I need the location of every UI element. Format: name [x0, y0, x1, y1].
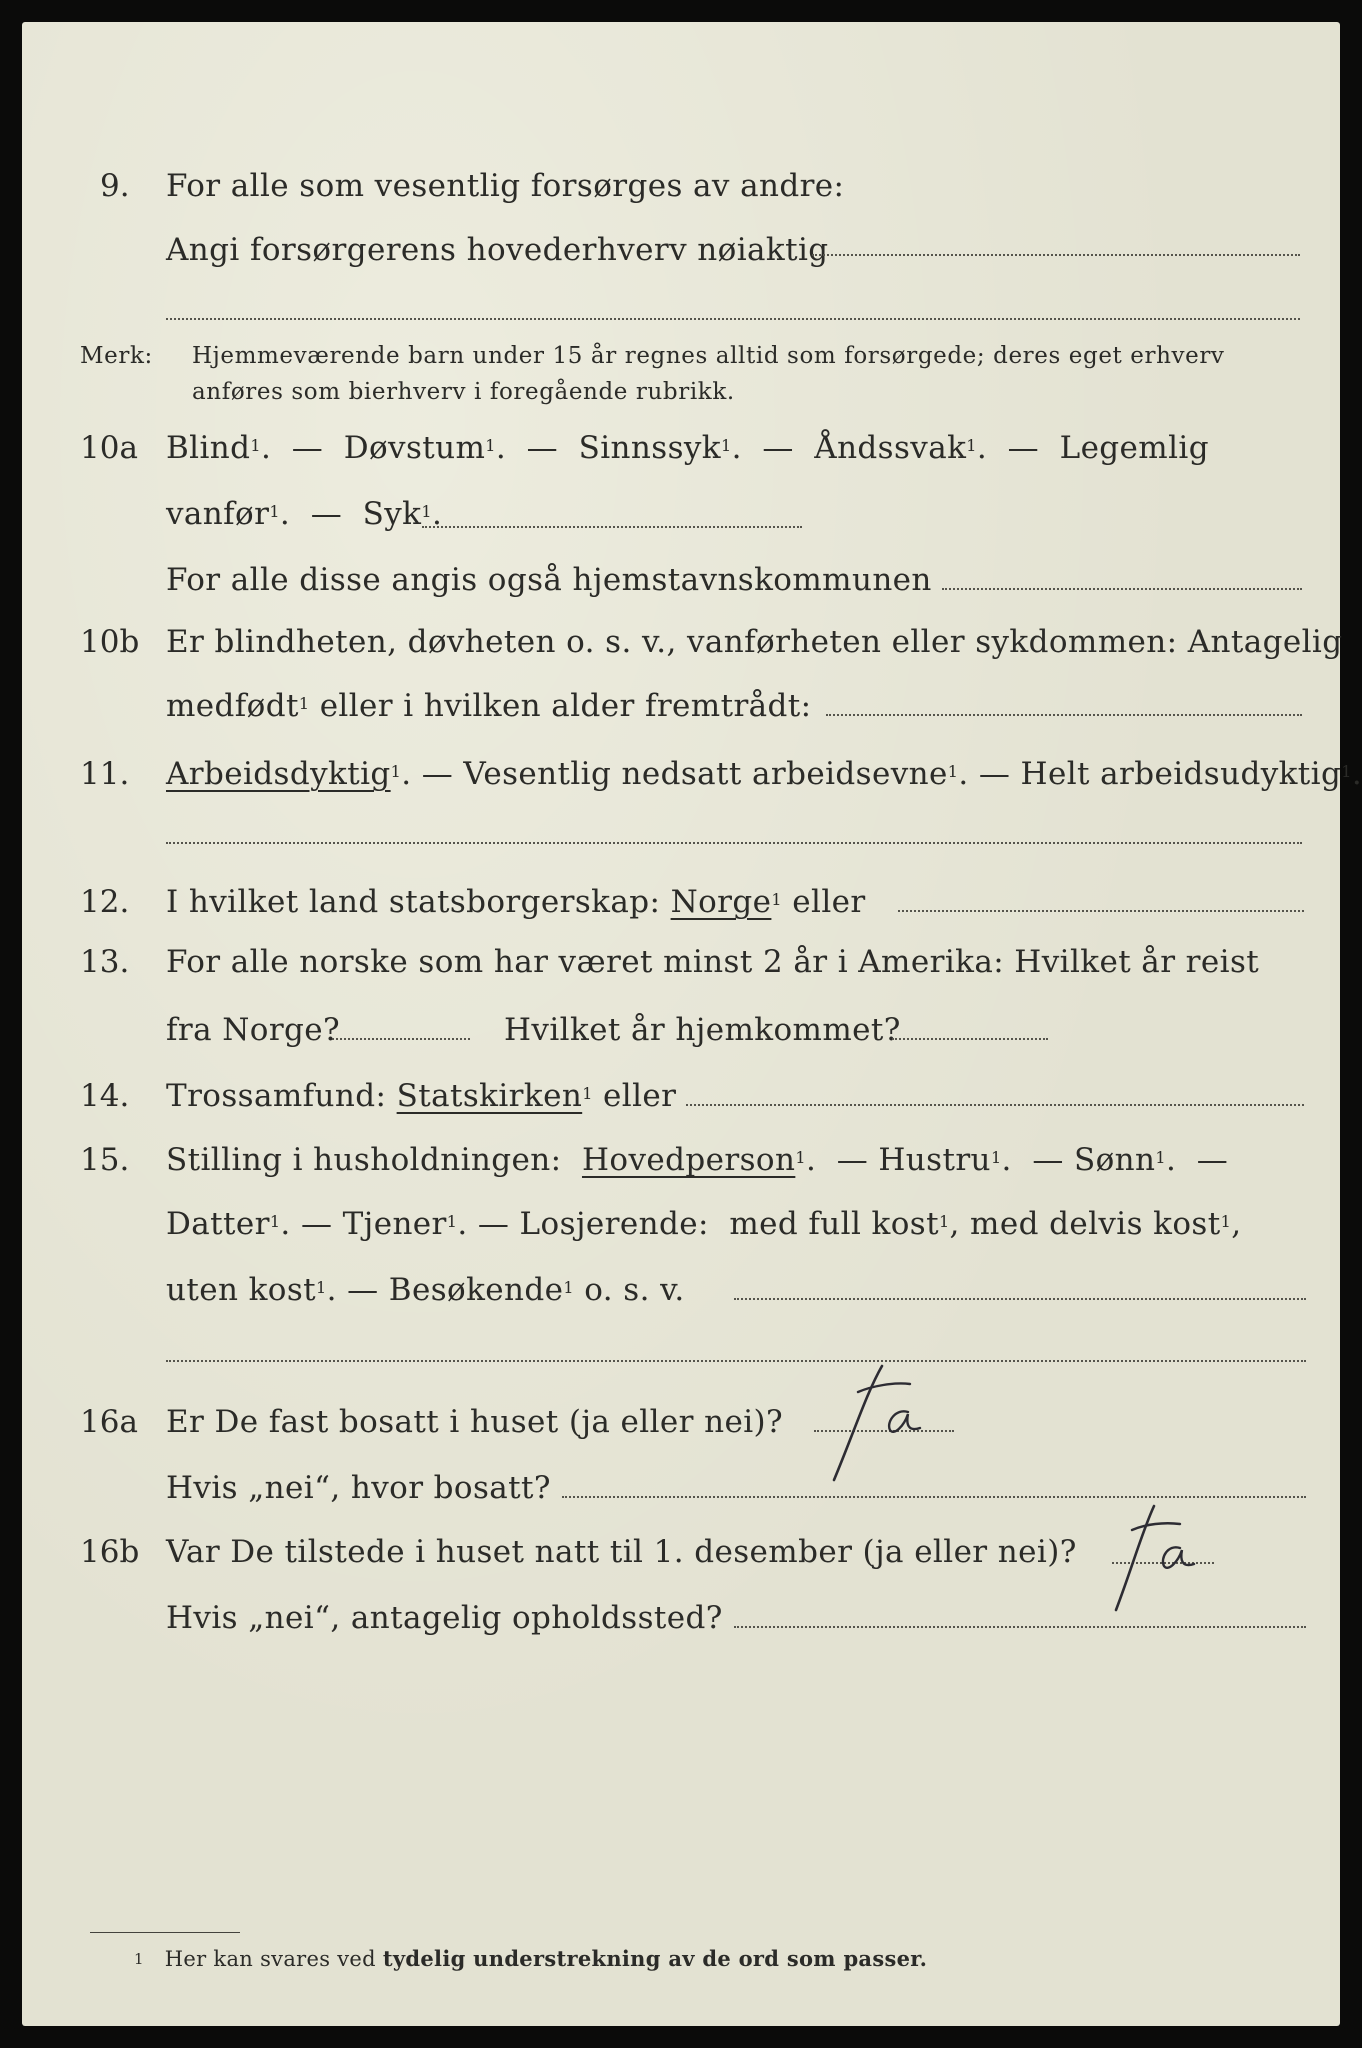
- option-medfodt[interactable]: medfødt: [166, 688, 299, 724]
- q10a-line1: Blind$^1$. — Døvstum$^1$. — Sinnssyk$^1$. — Åndssvak$^1$. — Legemlig: [166, 430, 1209, 466]
- q10b-number: 10b: [80, 624, 140, 660]
- q16a-line1: Er De fast bosatt i huset (ja eller nei)?: [166, 1404, 784, 1440]
- q16a-handwritten-answer: [812, 1352, 962, 1496]
- option-sonn[interactable]: — Sønn: [1032, 1142, 1156, 1178]
- q16b-opholdssted-answer-line[interactable]: [734, 1626, 1306, 1628]
- q16a-line2: Hvis „nei“, hvor bosatt?: [166, 1470, 551, 1506]
- q16b-number: 16b: [80, 1534, 140, 1570]
- footnote: $^1$ Her kan svares ved tydelig understrekning av de ord som passer.: [134, 1946, 928, 1971]
- q13-line2a: fra Norge?: [166, 1012, 341, 1048]
- q16b-handwritten-answer: [1092, 1492, 1232, 1626]
- option-hustru[interactable]: — Hustru: [836, 1142, 991, 1178]
- q9-number: 9.: [100, 168, 130, 204]
- option-tjener[interactable]: — Tjener: [300, 1206, 447, 1242]
- option-helt-arbeidsudyktig[interactable]: — Helt arbeidsudyktig: [978, 756, 1342, 792]
- q11-line1: Arbeidsdyktig$^1$. — Vesentlig nedsatt arbeidsevne$^1$. — Helt arbeidsudyktig$^1$.: [166, 756, 1362, 792]
- option-norge-underlined[interactable]: Norge: [670, 884, 772, 920]
- census-form-page: [22, 22, 1362, 2026]
- option-besokende[interactable]: — Besøkende: [347, 1272, 564, 1308]
- q15-answer-line[interactable]: [734, 1298, 1306, 1300]
- q16b-line2: Hvis „nei“, antagelig opholdssted?: [166, 1600, 723, 1636]
- option-vanfor[interactable]: vanfør: [166, 496, 270, 532]
- option-sinnssyk[interactable]: Sinnssyk: [578, 430, 721, 466]
- q10b-line2: medfødt$^1$ eller i hvilken alder fremtrådt:: [166, 688, 812, 724]
- q13-line1: For alle norske som har været minst 2 år i Amerika: Hvilket år reist: [166, 944, 1260, 980]
- q14-line: Trossamfund: Statskirken$^1$ eller: [166, 1078, 677, 1114]
- q13-number: 13.: [80, 944, 130, 980]
- footnote-marker: 1: [134, 1950, 144, 1968]
- q11-number: 11.: [80, 756, 130, 792]
- option-datter[interactable]: Datter: [166, 1206, 270, 1242]
- q10a-hjemstavn-answer-line[interactable]: [942, 588, 1302, 590]
- q9-answer-line[interactable]: [812, 254, 1300, 256]
- q15-answer-line-2[interactable]: [166, 1360, 1306, 1362]
- q10a-number: 10a: [80, 430, 138, 466]
- q10a-line3: For alle disse angis også hjemstavnskommunen: [166, 562, 932, 598]
- merk-line2: anføres som bierhverv i foregående rubrikk.: [192, 379, 735, 405]
- option-hovedperson-underlined[interactable]: Hovedperson: [581, 1142, 796, 1178]
- q9-answer-line-2[interactable]: [166, 318, 1300, 320]
- option-legemlig[interactable]: Legemlig: [1059, 430, 1209, 466]
- q15-line3: uten kost$^1$. — Besøkende$^1$ o. s. v.: [166, 1272, 685, 1308]
- q15-line1: Stilling i husholdningen: Hovedperson$^1$. — Hustru$^1$. — Sønn$^1$. —: [166, 1142, 1229, 1178]
- q15-number: 15.: [80, 1142, 130, 1178]
- q15-line2: Datter$^1$. — Tjener$^1$. — Losjerende: med full kost$^1$, med delvis kost$^1$,: [166, 1206, 1242, 1242]
- merk-label: Merk:: [80, 343, 153, 369]
- q16a-number: 16a: [80, 1404, 138, 1440]
- q13-line2b: Hvilket år hjemkommet?: [504, 1012, 901, 1048]
- merk-line1: Hjemmeværende barn under 15 år regnes alltid som forsørgede; deres eget erhverv: [192, 343, 1225, 369]
- option-arbeidsdyktig-underlined[interactable]: Arbeidsdyktig: [166, 756, 391, 792]
- option-blind[interactable]: Blind: [166, 430, 251, 466]
- q12-line: I hvilket land statsborgerskap: Norge$^1$ eller: [166, 884, 866, 920]
- footnote-rule: [90, 1932, 240, 1933]
- option-vesentlig-nedsatt[interactable]: — Vesentlig nedsatt arbeidsevne: [421, 756, 948, 792]
- q11-answer-line[interactable]: [166, 842, 1302, 844]
- q9-line2: Angi forsørgerens hovederhverv nøiaktig: [166, 232, 829, 268]
- q13-hjemkommet-answer-line[interactable]: [892, 1038, 1048, 1040]
- q12-answer-line[interactable]: [898, 910, 1304, 912]
- option-uten-kost[interactable]: uten kost: [166, 1272, 317, 1308]
- q10b-answer-line[interactable]: [826, 714, 1302, 716]
- q14-number: 14.: [80, 1078, 130, 1114]
- q14-answer-line[interactable]: [686, 1104, 1304, 1106]
- option-statskirken-underlined[interactable]: Statskirken: [396, 1078, 583, 1114]
- q16b-line1: Var De tilstede i huset natt til 1. desember (ja eller nei)?: [166, 1534, 1077, 1570]
- option-full-kost[interactable]: med full kost: [729, 1206, 939, 1242]
- option-delvis-kost[interactable]: med delvis kost: [970, 1206, 1221, 1242]
- q13-reist-answer-line[interactable]: [332, 1038, 470, 1040]
- option-syk[interactable]: Syk: [362, 496, 422, 532]
- option-andssvak[interactable]: Åndssvak: [814, 430, 967, 466]
- q10a-line2: vanfør$^1$. — Syk$^1$.: [166, 496, 443, 532]
- q9-line1: For alle som vesentlig forsørges av andre:: [166, 168, 845, 204]
- q10b-line1: Er blindheten, døvheten o. s. v., vanførheten eller sykdommen: Antagelig: [166, 624, 1343, 660]
- q10a-syk-answer-line[interactable]: [422, 526, 802, 528]
- q12-number: 12.: [80, 884, 130, 920]
- option-dovstum[interactable]: Døvstum: [343, 430, 486, 466]
